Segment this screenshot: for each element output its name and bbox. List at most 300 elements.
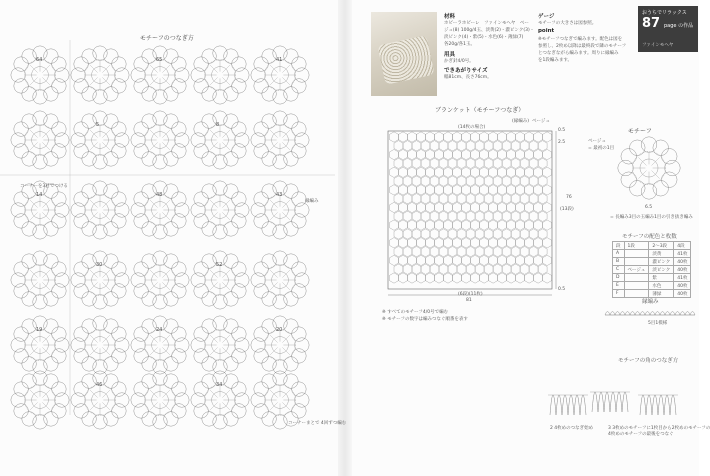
motif-r2-c3 — [191, 181, 249, 239]
motif-size: 6.5 — [645, 205, 653, 210]
motif-r3-c2 — [131, 251, 189, 309]
color-table-cell: E — [613, 282, 625, 290]
blanket-cell — [412, 141, 421, 151]
blanket-cell — [403, 141, 412, 151]
motif-r4-c4 — [251, 316, 309, 374]
corner-step-1 — [548, 395, 588, 415]
blanket-bottom-count: (6段)(11枚) — [458, 292, 483, 297]
blanket-cell — [489, 185, 498, 195]
blanket-cell — [421, 141, 430, 151]
blanket-corner-b: 0.5 — [558, 287, 566, 292]
blanket-cell — [543, 273, 552, 283]
blanket-cell — [520, 264, 529, 274]
blanket-cell — [475, 176, 484, 186]
blanket-note-2: ※ モチーフの数字は編みつなぐ順番を表す — [382, 317, 468, 322]
materials-line-4: 各20g/各1玉。 — [444, 42, 475, 47]
blanket-cell — [475, 246, 484, 256]
motif-r4-c3 — [191, 316, 249, 374]
blanket-cell — [462, 149, 471, 159]
blanket-cell — [489, 273, 498, 283]
materials-line-3: 淡ピンク(4)・紫(5)・水色(6)・薄緑(7) — [444, 35, 524, 40]
blanket-cell — [426, 238, 435, 248]
blanket-cell — [439, 246, 448, 256]
color-table-cell: 1段 — [624, 242, 649, 250]
blanket-cell — [417, 167, 426, 177]
blanket-cell — [435, 149, 444, 159]
blanket-cell — [462, 238, 471, 248]
left-edge-label: 縁編み — [305, 199, 319, 204]
motif-r3-c4 — [251, 251, 309, 309]
tab-series: おうちでリラックス — [642, 10, 687, 16]
edge-stitch — [620, 312, 625, 316]
blanket-cell — [453, 167, 462, 177]
color-table-cell — [624, 274, 649, 282]
blanket-cell — [489, 132, 498, 142]
color-table-cell: 段 — [613, 242, 625, 250]
blanket-cell — [475, 264, 484, 274]
blanket-cell — [444, 167, 453, 177]
color-table-cell: 40枚 — [674, 258, 691, 266]
blanket-cell — [480, 238, 489, 248]
blanket-cell — [444, 149, 453, 159]
blanket-cell — [480, 202, 489, 212]
blanket-cell — [493, 176, 502, 186]
blanket-cell — [511, 246, 520, 256]
blanket-cell — [439, 229, 448, 239]
blanket-cell — [426, 167, 435, 177]
blanket-cell — [543, 167, 552, 177]
color-table-cell — [624, 282, 649, 290]
blanket-cell — [480, 167, 489, 177]
blanket-cell — [390, 238, 399, 248]
motif-title: モチーフ — [628, 128, 652, 135]
blanket-cell — [529, 264, 538, 274]
blanket-cell — [390, 167, 399, 177]
color-table-cell: 濃ピンク — [649, 258, 674, 266]
edge-stitch — [650, 312, 655, 316]
blanket-cell — [489, 149, 498, 159]
blanket-cell — [430, 229, 439, 239]
blanket-cell — [507, 202, 516, 212]
blanket-cell — [525, 185, 534, 195]
blanket-cell — [534, 132, 543, 142]
blanket-cell — [534, 220, 543, 230]
blanket-cell — [408, 273, 417, 283]
blanket-side-count: (13段) — [560, 207, 574, 212]
page-tab — [638, 6, 698, 52]
blanket-cell — [507, 185, 516, 195]
blanket-cell — [408, 202, 417, 212]
color-table-cell: 41枚 — [674, 274, 691, 282]
blanket-cell — [471, 255, 480, 265]
blanket-cell — [444, 255, 453, 265]
motif-detail — [618, 137, 680, 199]
blanket-cell — [529, 158, 538, 168]
blanket-cell — [390, 255, 399, 265]
blanket-cell — [493, 246, 502, 256]
blanket-cell — [412, 176, 421, 186]
motif-number: 34 — [216, 382, 223, 388]
blanket-cell — [439, 211, 448, 221]
color-table-cell: 薄緑 — [649, 290, 674, 298]
corner-step-3: 3 3枚めのモチーフに1枚目から2枚めのモチーフの — [608, 426, 710, 431]
blanket-corner-a: 0.5 — [558, 128, 566, 133]
blanket-cell — [538, 194, 547, 204]
blanket-cell — [543, 149, 552, 159]
motif-r0-c3 — [191, 46, 249, 104]
motif-number: 52 — [216, 262, 223, 268]
blanket-cell — [435, 167, 444, 177]
blanket-corner-c: 2.5 — [558, 140, 566, 145]
blanket-cell — [430, 264, 439, 274]
blanket-cell — [507, 220, 516, 230]
blanket-cell — [525, 273, 534, 283]
blanket-cell — [448, 229, 457, 239]
blanket-cell — [511, 229, 520, 239]
color-table-row — [613, 274, 691, 282]
blanket-cell — [471, 273, 480, 283]
tab-page-number: 87 — [642, 16, 661, 31]
blanket-cell — [421, 158, 430, 168]
blanket-cell — [430, 246, 439, 256]
blanket-cell — [534, 167, 543, 177]
blanket-cell — [525, 220, 534, 230]
blanket-cell — [457, 158, 466, 168]
blanket-cell — [399, 149, 408, 159]
motif-r2-c4 — [251, 181, 309, 239]
motif-number: 5 — [96, 122, 100, 128]
left-title: モチーフのつなぎ方 — [140, 35, 194, 42]
blanket-cell — [421, 264, 430, 274]
blanket-cell — [435, 132, 444, 142]
motif-r2-c1 — [71, 181, 129, 239]
blanket-cell — [394, 141, 403, 151]
blanket-photo — [371, 12, 437, 96]
color-table-row — [613, 266, 691, 274]
color-table-cell: 40枚 — [674, 282, 691, 290]
blanket-cell — [435, 273, 444, 283]
blanket-cell — [498, 167, 507, 177]
blanket-cell — [390, 202, 399, 212]
blanket-cell — [394, 264, 403, 274]
blanket-cell — [502, 264, 511, 274]
finished-line: 幅81cm、長さ76cm。 — [444, 75, 492, 80]
blanket-cell — [444, 132, 453, 142]
blanket-cell — [394, 211, 403, 221]
corner-joining-chart — [548, 370, 698, 425]
corner-step-3b: 4枚めのモチーフの最後をつなぐ — [608, 432, 674, 437]
edge-stitch — [655, 312, 660, 316]
blanket-cell — [453, 132, 462, 142]
blanket-cell — [498, 220, 507, 230]
blanket-layout-diagram — [380, 125, 560, 295]
edge-title: 縁編み — [642, 299, 659, 305]
blanket-cell — [453, 185, 462, 195]
blanket-cell — [520, 211, 529, 221]
edge-stitch — [625, 312, 630, 316]
color-table-cell: 水色 — [649, 282, 674, 290]
blanket-cell — [516, 185, 525, 195]
blanket-cell — [471, 132, 480, 142]
blanket-title: ブランケット（モチーフつなぎ） — [435, 107, 525, 114]
blanket-cell — [484, 211, 493, 221]
blanket-cell — [403, 194, 412, 204]
blanket-cell — [520, 246, 529, 256]
blanket-cell — [534, 202, 543, 212]
motif-joining-diagram — [0, 40, 340, 420]
blanket-cell — [498, 149, 507, 159]
blanket-cell — [408, 132, 417, 142]
blanket-cell — [525, 132, 534, 142]
blanket-cell — [466, 176, 475, 186]
blanket-cell — [390, 185, 399, 195]
edge-stitch — [630, 312, 635, 316]
left-corner-label: コーナーを3目でつける — [20, 184, 68, 189]
motif-r3-c1 — [71, 251, 129, 309]
blanket-cell — [453, 273, 462, 283]
blanket-cell — [525, 202, 534, 212]
motif-r3-c3 — [191, 251, 249, 309]
blanket-cell — [457, 194, 466, 204]
blanket-cell — [516, 167, 525, 177]
blanket-cell — [507, 167, 516, 177]
blanket-cell — [538, 211, 547, 221]
blanket-cell — [439, 158, 448, 168]
blanket-cell — [529, 211, 538, 221]
blanket-cell — [475, 229, 484, 239]
color-table-cell: A — [613, 250, 625, 258]
blanket-cell — [417, 149, 426, 159]
blanket-cell — [489, 238, 498, 248]
blanket-cell — [408, 149, 417, 159]
blanket-cell — [466, 141, 475, 151]
blanket-cell — [493, 229, 502, 239]
blanket-cell — [480, 149, 489, 159]
color-table-row — [613, 258, 691, 266]
blanket-cell — [462, 167, 471, 177]
blanket-cell — [417, 185, 426, 195]
blanket-cell — [430, 158, 439, 168]
blanket-cell — [471, 238, 480, 248]
blanket-cell — [538, 264, 547, 274]
motif-number: 8 — [216, 122, 220, 128]
blanket-cell — [534, 255, 543, 265]
blanket-cell — [457, 176, 466, 186]
materials-line-1: ホビーラホビーレ ファインモヘヤ ベー — [444, 21, 529, 26]
blanket-cell — [399, 167, 408, 177]
motif-r1-c3 — [191, 111, 249, 169]
blanket-cell — [421, 194, 430, 204]
blanket-cell — [430, 211, 439, 221]
blanket-cell — [502, 229, 511, 239]
edge-stitch — [645, 312, 650, 316]
blanket-cell — [412, 229, 421, 239]
blanket-cell — [484, 176, 493, 186]
blanket-cell — [444, 185, 453, 195]
blanket-cell — [439, 141, 448, 151]
left-footer-note: コーナーまとで 4回ずつ編む — [288, 421, 347, 426]
blanket-cell — [457, 211, 466, 221]
blanket-cell — [529, 141, 538, 151]
blanket-cell — [466, 264, 475, 274]
blanket-cell — [421, 211, 430, 221]
motif-number: 46 — [96, 382, 103, 388]
blanket-cell — [502, 194, 511, 204]
blanket-cell — [448, 211, 457, 221]
blanket-cell — [439, 176, 448, 186]
blanket-cell — [462, 255, 471, 265]
single-motif-chart — [614, 133, 684, 203]
blanket-cell — [399, 255, 408, 265]
point-line-3: とつなぎながら編みます。周りに縁編み — [538, 51, 619, 56]
blanket-cell — [457, 229, 466, 239]
blanket-cell — [394, 194, 403, 204]
blanket-cell — [493, 158, 502, 168]
blanket-cell — [498, 132, 507, 142]
blanket-cell — [502, 176, 511, 186]
motif-beige-tag: ベージュ — [588, 139, 606, 144]
blanket-cell — [426, 149, 435, 159]
blanket-cell — [466, 211, 475, 221]
blanket-cell — [475, 194, 484, 204]
blanket-cell — [534, 149, 543, 159]
motif-number: 41 — [276, 57, 283, 63]
blanket-cell — [408, 220, 417, 230]
blanket-cell — [489, 167, 498, 177]
motif-number: 64 — [36, 57, 43, 63]
blanket-cell — [480, 220, 489, 230]
blanket-cell — [516, 220, 525, 230]
edge-stitch — [640, 312, 645, 316]
blanket-cell — [525, 255, 534, 265]
edge-stitch — [610, 312, 615, 316]
blanket-cell — [435, 255, 444, 265]
blanket-cell — [502, 211, 511, 221]
blanket-cell — [525, 149, 534, 159]
blanket-cell — [462, 202, 471, 212]
blanket-cell — [520, 194, 529, 204]
blanket-cell — [453, 202, 462, 212]
blanket-cell — [421, 246, 430, 256]
blanket-cell — [538, 141, 547, 151]
blanket-cell — [520, 229, 529, 239]
blanket-cell — [543, 238, 552, 248]
blanket-cell — [444, 220, 453, 230]
color-table-row — [613, 250, 691, 258]
motif-r0-c1 — [71, 46, 129, 104]
blanket-cell — [516, 149, 525, 159]
blanket-cell — [421, 176, 430, 186]
blanket-cell — [394, 229, 403, 239]
blanket-cell — [466, 246, 475, 256]
blanket-cell — [538, 176, 547, 186]
blanket-cell — [543, 132, 552, 142]
blanket-cell — [538, 158, 547, 168]
blanket-cell — [426, 185, 435, 195]
blanket-cell — [516, 132, 525, 142]
motif-number: 48 — [156, 192, 163, 198]
color-table-row — [613, 242, 691, 250]
blanket-cell — [507, 273, 516, 283]
gauge-line: モチーフの大きさは図参照。 — [538, 21, 597, 26]
blanket-cell — [462, 220, 471, 230]
blanket-cell — [390, 149, 399, 159]
blanket-cell — [403, 176, 412, 186]
blanket-cell — [408, 167, 417, 177]
blanket-cell — [399, 185, 408, 195]
blanket-cell — [520, 176, 529, 186]
motif-number: 43 — [276, 192, 283, 198]
blanket-cell — [480, 255, 489, 265]
blanket-cell — [502, 158, 511, 168]
blanket-cell — [507, 132, 516, 142]
color-table-cell: 2〜3段 — [649, 242, 674, 250]
edge-stitch — [685, 312, 690, 316]
blanket-cell — [453, 238, 462, 248]
blanket-cell — [507, 149, 516, 159]
motif-r0-c0 — [11, 46, 69, 104]
blanket-cell — [480, 185, 489, 195]
color-table-cell: F — [613, 290, 625, 298]
blanket-cell — [534, 185, 543, 195]
blanket-cell — [394, 158, 403, 168]
blanket-cell — [412, 211, 421, 221]
color-table-title: モチーフの配色と枚数 — [622, 234, 677, 240]
materials-heading: 材料 — [444, 14, 456, 20]
blanket-cell — [417, 238, 426, 248]
point-line-4: を1段編みます。 — [538, 58, 573, 63]
corner-title: モチーフの角のつなぎ方 — [618, 358, 679, 364]
point-heading: point — [538, 28, 555, 34]
blanket-cell — [484, 141, 493, 151]
finished-heading: できあがりサイズ — [444, 68, 488, 74]
blanket-cell — [534, 273, 543, 283]
blanket-cell — [462, 185, 471, 195]
blanket-cell — [426, 220, 435, 230]
motif-number: 19 — [36, 327, 43, 333]
motif-number: 24 — [156, 327, 163, 333]
blanket-cell — [408, 255, 417, 265]
blanket-cell — [493, 264, 502, 274]
blanket-note-1: ※ すべてのモチーフ4/0号で編む — [382, 310, 449, 315]
blanket-cell — [399, 220, 408, 230]
motif-number: 20 — [276, 327, 283, 333]
blanket-cell — [534, 238, 543, 248]
edge-stitch — [690, 312, 695, 316]
blanket-cell — [457, 141, 466, 151]
blanket-cell — [471, 202, 480, 212]
blanket-cell — [543, 220, 552, 230]
edge-stitch — [635, 312, 640, 316]
blanket-cell — [412, 194, 421, 204]
blanket-cell — [399, 273, 408, 283]
blanket-cell — [538, 229, 547, 239]
blanket-cell — [421, 229, 430, 239]
blanket-cell — [511, 158, 520, 168]
blanket-cell — [417, 202, 426, 212]
blanket-cell — [484, 229, 493, 239]
color-table — [612, 241, 691, 298]
blanket-cell — [484, 264, 493, 274]
motif-number: 30 — [96, 262, 103, 268]
blanket-cell — [489, 202, 498, 212]
blanket-cell — [448, 141, 457, 151]
edge-stitch — [680, 312, 685, 316]
book-gutter — [338, 0, 352, 476]
blanket-cell — [412, 264, 421, 274]
blanket-cell — [435, 185, 444, 195]
blanket-cell — [412, 158, 421, 168]
